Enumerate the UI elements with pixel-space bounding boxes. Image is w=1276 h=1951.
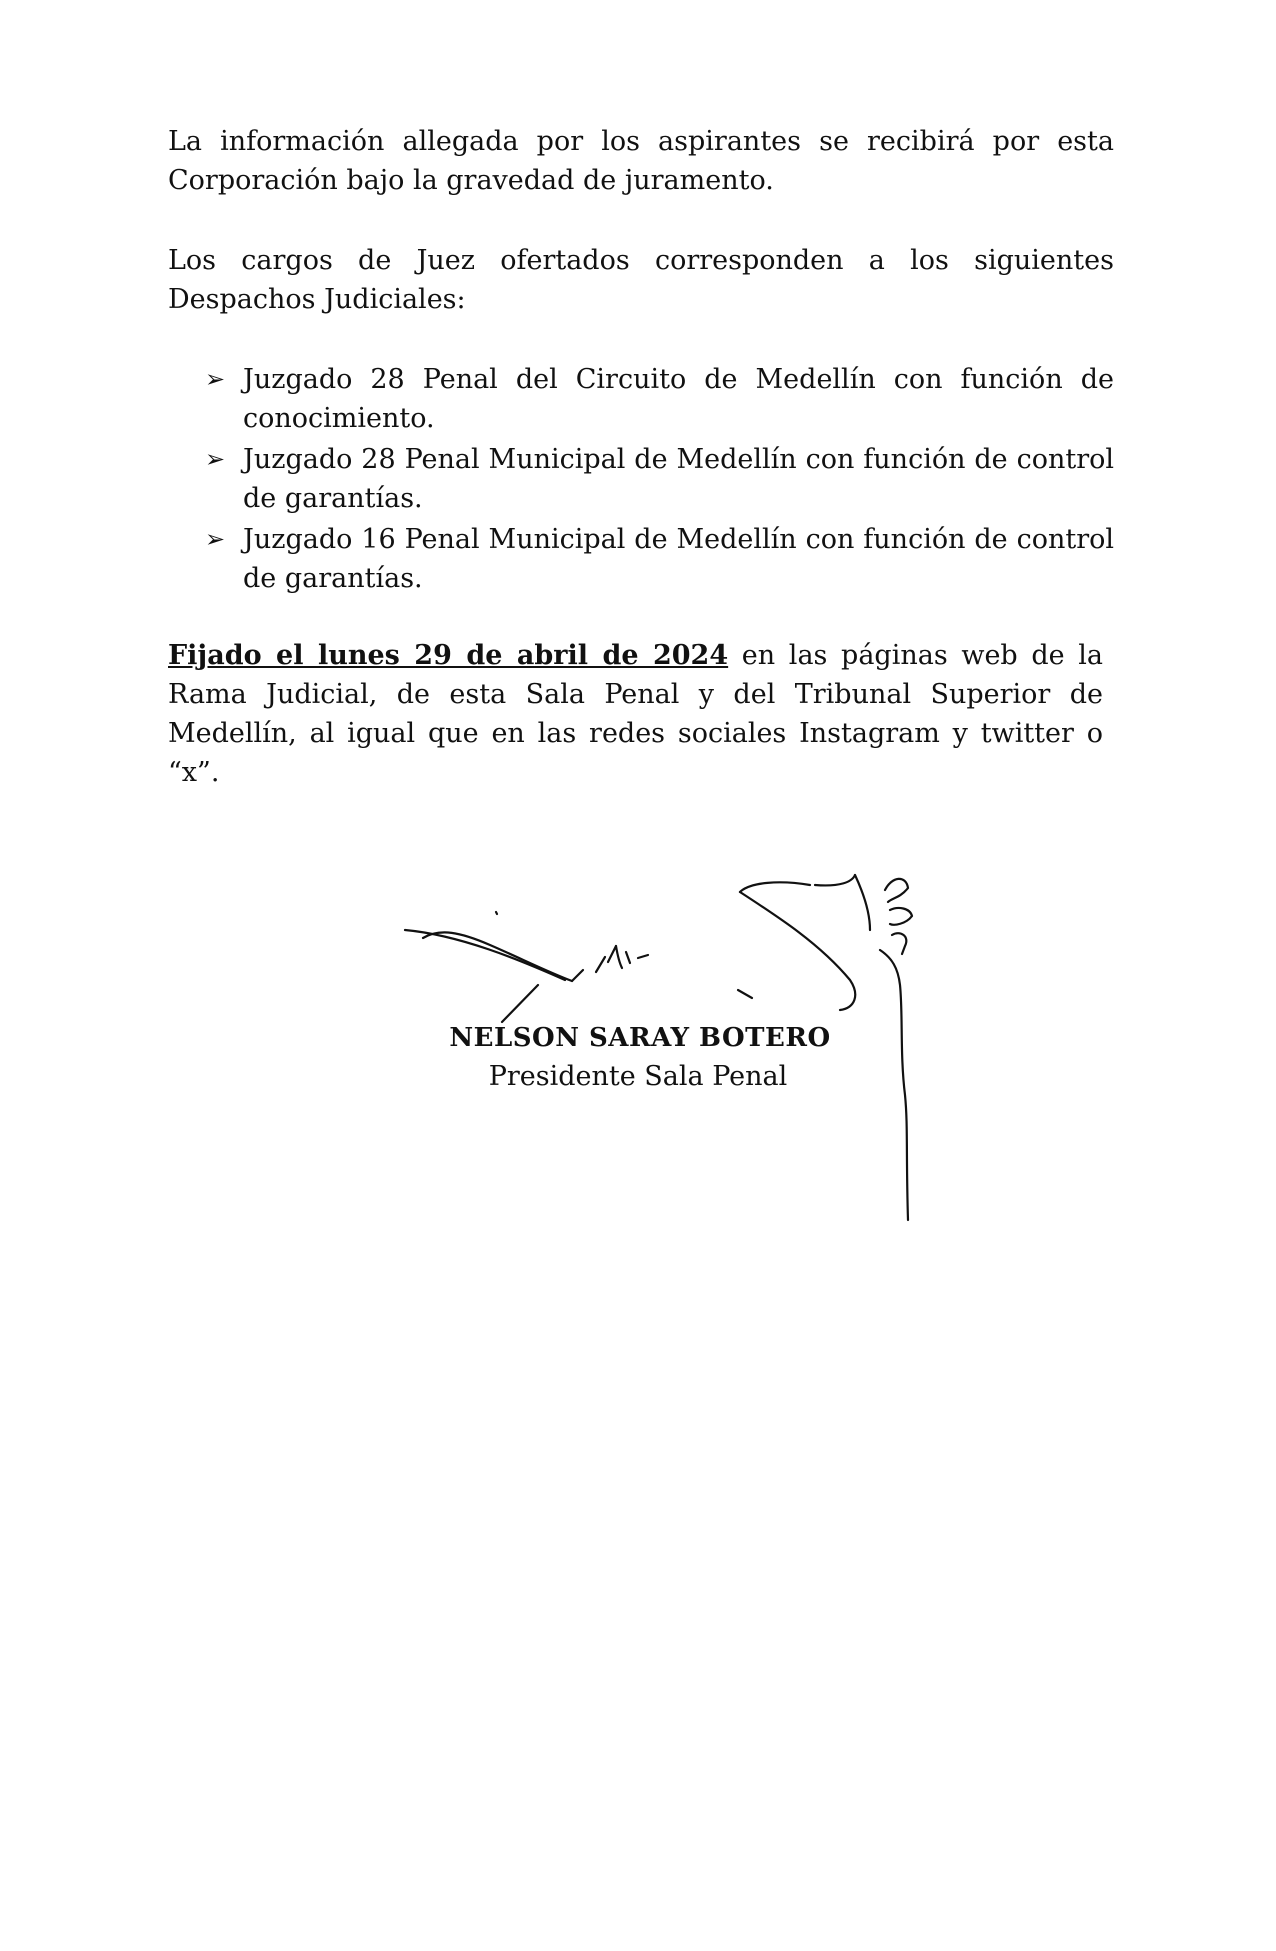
list-item: [205, 520, 1114, 598]
paragraph-information: La información allegada por los aspirantes se recibirá por esta Corporación bajo la gravedad de juramento.: [168, 126, 1114, 196]
arrow-bullet-icon: ➢: [205, 525, 226, 553]
courts-list: [205, 360, 1114, 600]
list-item-text: Juzgado 28 Penal Municipal de Medellín con función de control de garantías.: [243, 444, 1114, 514]
list-item-text: Juzgado 16 Penal Municipal de Medellín con función de control de garantías.: [243, 524, 1114, 594]
list-item-text: Juzgado 28 Penal del Circuito de Medellín con función de conocimiento.: [243, 364, 1114, 434]
list-item: [205, 360, 1114, 438]
list-item: [205, 440, 1114, 518]
fixed-date-label: Fijado el lunes 29 de abril de 2024: [168, 640, 729, 671]
arrow-bullet-icon: ➢: [205, 445, 226, 473]
publication-details: en las páginas web de la Rama Judicial, de esta Sala Penal y del Tribunal Superior de Medellín, al igual que en las redes sociales Instagram y twitter o “x”.: [168, 640, 1104, 788]
signatory-title: Presidente Sala Penal: [488, 1061, 788, 1092]
signatory-name: NELSON SARAY BOTERO: [449, 1023, 831, 1053]
paragraph-publication-notice: [168, 636, 1103, 792]
paragraph-positions-intro: Los cargos de Juez ofertados corresponden a los siguientes Despachos Judiciales:: [168, 245, 1114, 315]
arrow-bullet-icon: ➢: [205, 365, 226, 393]
